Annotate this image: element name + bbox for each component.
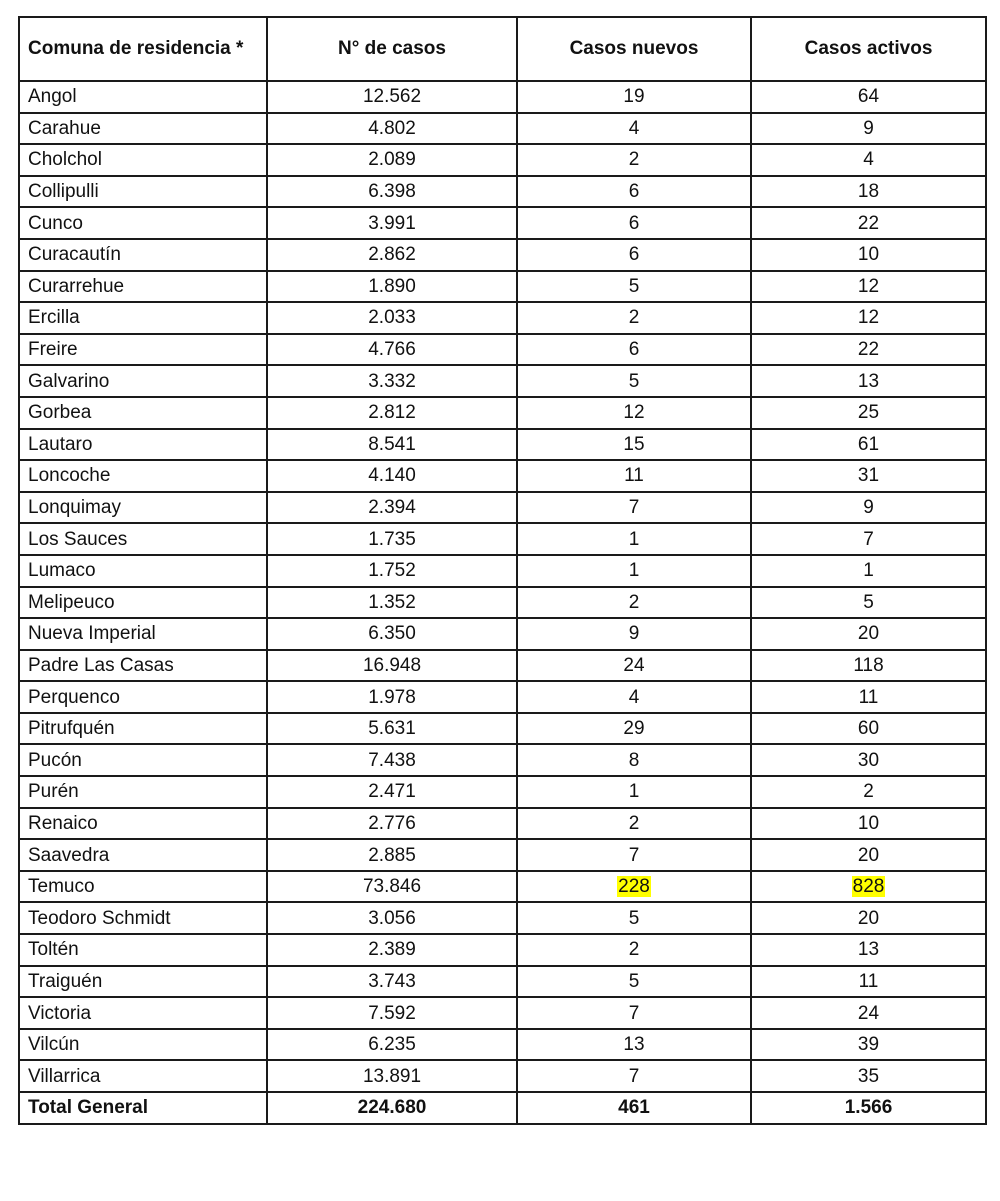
cell-casos-nuevos: 24 xyxy=(517,650,751,682)
cell-n-casos: 13.891 xyxy=(267,1060,517,1092)
cell-casos-nuevos: 5 xyxy=(517,966,751,998)
cell-casos-nuevos xyxy=(517,871,751,903)
cell-n-casos: 2.471 xyxy=(267,776,517,808)
table-header xyxy=(19,17,986,81)
cell-casos-activos: 12 xyxy=(751,271,986,303)
cell-casos-nuevos: 2 xyxy=(517,934,751,966)
cell-n-casos: 2.776 xyxy=(267,808,517,840)
cell-comuna: Cunco xyxy=(19,207,267,239)
cell-comuna: Teodoro Schmidt xyxy=(19,902,267,934)
cell-casos-nuevos: 19 xyxy=(517,81,751,113)
cell-casos-nuevos: 6 xyxy=(517,334,751,366)
cell-casos-activos: 64 xyxy=(751,81,986,113)
table-row xyxy=(19,650,986,682)
cell-casos-activos: 39 xyxy=(751,1029,986,1061)
cell-casos-nuevos: 7 xyxy=(517,1060,751,1092)
cell-n-casos: 2.812 xyxy=(267,397,517,429)
cell-casos-activos: 5 xyxy=(751,587,986,619)
header-casos-activos: Casos activos xyxy=(751,17,986,81)
cell-n-casos: 3.991 xyxy=(267,207,517,239)
cell-casos-nuevos: 5 xyxy=(517,365,751,397)
table-row xyxy=(19,1060,986,1092)
cell-comuna: Saavedra xyxy=(19,839,267,871)
cell-comuna: Traiguén xyxy=(19,966,267,998)
cell-comuna: Cholchol xyxy=(19,144,267,176)
table-row xyxy=(19,334,986,366)
table-row xyxy=(19,207,986,239)
total-casos-nuevos: 461 xyxy=(517,1092,751,1124)
cell-casos-nuevos: 1 xyxy=(517,555,751,587)
cell-casos-activos: 61 xyxy=(751,429,986,461)
cell-comuna: Gorbea xyxy=(19,397,267,429)
cell-n-casos: 7.438 xyxy=(267,744,517,776)
cell-casos-nuevos: 4 xyxy=(517,681,751,713)
cell-n-casos: 7.592 xyxy=(267,997,517,1029)
cell-casos-nuevos: 7 xyxy=(517,997,751,1029)
table-row xyxy=(19,460,986,492)
cell-comuna: Pitrufquén xyxy=(19,713,267,745)
cell-casos-nuevos: 5 xyxy=(517,902,751,934)
cell-n-casos: 6.235 xyxy=(267,1029,517,1061)
table-row xyxy=(19,776,986,808)
cell-comuna: Galvarino xyxy=(19,365,267,397)
cell-n-casos: 4.140 xyxy=(267,460,517,492)
cell-casos-nuevos: 11 xyxy=(517,460,751,492)
cell-n-casos: 1.890 xyxy=(267,271,517,303)
cell-n-casos: 6.350 xyxy=(267,618,517,650)
cell-casos-nuevos: 8 xyxy=(517,744,751,776)
cell-casos-activos: 11 xyxy=(751,966,986,998)
cell-comuna: Loncoche xyxy=(19,460,267,492)
table-row xyxy=(19,902,986,934)
cell-comuna: Freire xyxy=(19,334,267,366)
total-label: Total General xyxy=(19,1092,267,1124)
highlighted-value: 828 xyxy=(852,876,885,898)
table-row xyxy=(19,239,986,271)
cell-n-casos: 4.766 xyxy=(267,334,517,366)
cell-casos-nuevos: 7 xyxy=(517,839,751,871)
cell-n-casos: 2.862 xyxy=(267,239,517,271)
cell-comuna: Curarrehue xyxy=(19,271,267,303)
cell-comuna: Los Sauces xyxy=(19,523,267,555)
table-row xyxy=(19,997,986,1029)
cell-casos-activos xyxy=(751,871,986,903)
cell-comuna: Pucón xyxy=(19,744,267,776)
cell-casos-activos: 9 xyxy=(751,492,986,524)
cell-n-casos: 6.398 xyxy=(267,176,517,208)
table-row xyxy=(19,429,986,461)
cell-casos-nuevos: 2 xyxy=(517,302,751,334)
cell-n-casos: 1.352 xyxy=(267,587,517,619)
cell-casos-activos: 11 xyxy=(751,681,986,713)
table-row xyxy=(19,871,986,903)
table-row xyxy=(19,555,986,587)
table-row xyxy=(19,113,986,145)
cell-comuna: Toltén xyxy=(19,934,267,966)
table-footer xyxy=(19,1092,986,1124)
cell-casos-nuevos: 2 xyxy=(517,587,751,619)
table-row xyxy=(19,1029,986,1061)
table-row xyxy=(19,618,986,650)
cell-n-casos: 73.846 xyxy=(267,871,517,903)
header-comuna: Comuna de residencia * xyxy=(19,17,267,81)
cell-casos-nuevos: 9 xyxy=(517,618,751,650)
cell-casos-nuevos: 4 xyxy=(517,113,751,145)
cell-casos-nuevos: 6 xyxy=(517,207,751,239)
cell-casos-activos: 18 xyxy=(751,176,986,208)
table-row xyxy=(19,492,986,524)
cell-casos-activos: 1 xyxy=(751,555,986,587)
total-n-casos: 224.680 xyxy=(267,1092,517,1124)
table-row xyxy=(19,176,986,208)
cell-comuna: Nueva Imperial xyxy=(19,618,267,650)
table-row xyxy=(19,365,986,397)
cell-comuna: Lumaco xyxy=(19,555,267,587)
cell-comuna: Lautaro xyxy=(19,429,267,461)
table-row xyxy=(19,808,986,840)
table-body xyxy=(19,81,986,1092)
cell-casos-nuevos: 1 xyxy=(517,776,751,808)
cell-comuna: Renaico xyxy=(19,808,267,840)
cell-comuna: Carahue xyxy=(19,113,267,145)
cell-casos-activos: 13 xyxy=(751,365,986,397)
cell-casos-activos: 35 xyxy=(751,1060,986,1092)
cell-casos-activos: 10 xyxy=(751,808,986,840)
cell-n-casos: 8.541 xyxy=(267,429,517,461)
cell-casos-nuevos: 1 xyxy=(517,523,751,555)
cell-n-casos: 2.394 xyxy=(267,492,517,524)
cell-casos-activos: 7 xyxy=(751,523,986,555)
cell-casos-activos: 10 xyxy=(751,239,986,271)
cell-n-casos: 4.802 xyxy=(267,113,517,145)
total-row xyxy=(19,1092,986,1124)
cell-comuna: Temuco xyxy=(19,871,267,903)
cell-casos-activos: 118 xyxy=(751,650,986,682)
cell-casos-activos: 20 xyxy=(751,839,986,871)
cell-n-casos: 2.389 xyxy=(267,934,517,966)
table-row xyxy=(19,839,986,871)
cell-casos-nuevos: 12 xyxy=(517,397,751,429)
cell-comuna: Vilcún xyxy=(19,1029,267,1061)
table-row xyxy=(19,302,986,334)
cell-comuna: Perquenco xyxy=(19,681,267,713)
table-row xyxy=(19,523,986,555)
cell-n-casos: 3.056 xyxy=(267,902,517,934)
cell-casos-activos: 24 xyxy=(751,997,986,1029)
cell-casos-activos: 13 xyxy=(751,934,986,966)
cell-casos-activos: 31 xyxy=(751,460,986,492)
table-row xyxy=(19,713,986,745)
cell-casos-nuevos: 5 xyxy=(517,271,751,303)
table-row xyxy=(19,681,986,713)
cell-n-casos: 3.743 xyxy=(267,966,517,998)
table-row xyxy=(19,934,986,966)
cell-comuna: Collipulli xyxy=(19,176,267,208)
header-casos-nuevos: Casos nuevos xyxy=(517,17,751,81)
cell-casos-nuevos: 7 xyxy=(517,492,751,524)
cell-comuna: Melipeuco xyxy=(19,587,267,619)
cell-casos-nuevos: 2 xyxy=(517,144,751,176)
cell-comuna: Ercilla xyxy=(19,302,267,334)
cell-casos-activos: 30 xyxy=(751,744,986,776)
table-row xyxy=(19,587,986,619)
cell-casos-activos: 60 xyxy=(751,713,986,745)
cell-n-casos: 1.752 xyxy=(267,555,517,587)
cell-casos-nuevos: 13 xyxy=(517,1029,751,1061)
cell-comuna: Padre Las Casas xyxy=(19,650,267,682)
cell-n-casos: 2.885 xyxy=(267,839,517,871)
cell-n-casos: 12.562 xyxy=(267,81,517,113)
cell-casos-activos: 20 xyxy=(751,902,986,934)
cell-casos-activos: 20 xyxy=(751,618,986,650)
table-row xyxy=(19,397,986,429)
cell-casos-activos: 4 xyxy=(751,144,986,176)
table-row xyxy=(19,744,986,776)
cell-comuna: Victoria xyxy=(19,997,267,1029)
cell-comuna: Lonquimay xyxy=(19,492,267,524)
cell-casos-activos: 12 xyxy=(751,302,986,334)
header-row xyxy=(19,17,986,81)
cell-casos-nuevos: 2 xyxy=(517,808,751,840)
header-n-casos: N° de casos xyxy=(267,17,517,81)
table-row xyxy=(19,966,986,998)
cell-casos-activos: 2 xyxy=(751,776,986,808)
cell-casos-nuevos: 6 xyxy=(517,176,751,208)
cell-casos-activos: 9 xyxy=(751,113,986,145)
cell-n-casos: 2.033 xyxy=(267,302,517,334)
highlighted-value: 228 xyxy=(618,876,650,898)
cell-n-casos: 5.631 xyxy=(267,713,517,745)
table-row xyxy=(19,81,986,113)
cell-casos-activos: 22 xyxy=(751,334,986,366)
table-row xyxy=(19,271,986,303)
table-row xyxy=(19,144,986,176)
cell-casos-nuevos: 6 xyxy=(517,239,751,271)
cell-casos-nuevos: 15 xyxy=(517,429,751,461)
cell-n-casos: 2.089 xyxy=(267,144,517,176)
cases-by-comuna-table xyxy=(18,16,987,1125)
total-casos-activos: 1.566 xyxy=(751,1092,986,1124)
cell-n-casos: 1.735 xyxy=(267,523,517,555)
cell-comuna: Angol xyxy=(19,81,267,113)
cell-comuna: Purén xyxy=(19,776,267,808)
cell-n-casos: 16.948 xyxy=(267,650,517,682)
cell-comuna: Curacautín xyxy=(19,239,267,271)
cell-comuna: Villarrica xyxy=(19,1060,267,1092)
cell-casos-activos: 25 xyxy=(751,397,986,429)
cell-casos-nuevos: 29 xyxy=(517,713,751,745)
cell-casos-activos: 22 xyxy=(751,207,986,239)
cell-n-casos: 3.332 xyxy=(267,365,517,397)
cell-n-casos: 1.978 xyxy=(267,681,517,713)
